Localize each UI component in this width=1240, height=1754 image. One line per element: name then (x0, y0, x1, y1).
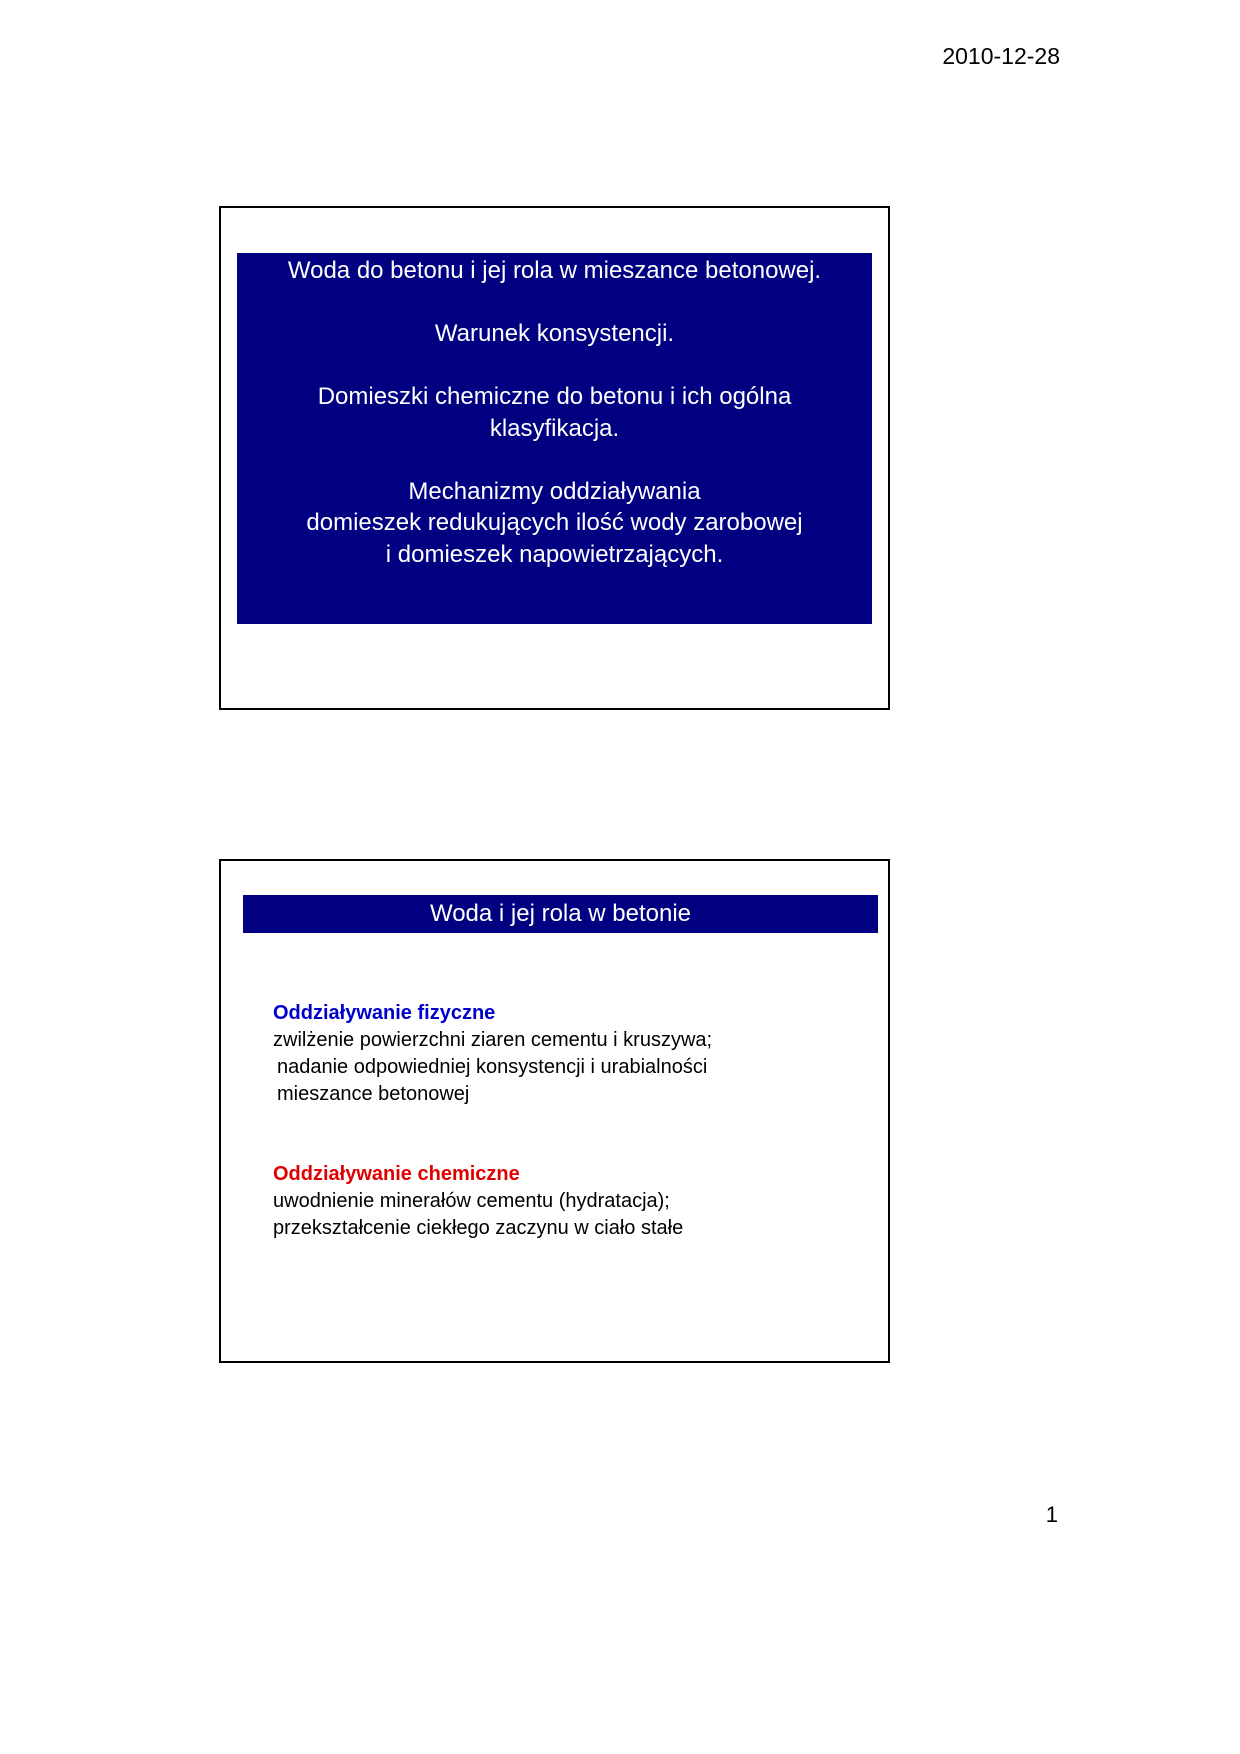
physical-interaction-section (273, 1000, 712, 1108)
slide-1 (219, 206, 890, 710)
title-line: Mechanizmy oddziaływania (408, 477, 701, 505)
title-paragraph (237, 255, 872, 287)
chemical-interaction-line: uwodnienie minerałów cementu (hydratacja); (273, 1190, 670, 1212)
title-line: Woda do betonu i jej rola w mieszance betonowej. (287, 257, 822, 284)
physical-interaction-line: nadanie odpowiedniej konsystencji i urabialności (277, 1056, 708, 1078)
chemical-interaction-heading: Oddziaływanie chemiczne (273, 1163, 520, 1185)
title-line: i domieszek napowietrzających. (385, 540, 724, 568)
physical-interaction-heading: Oddziaływanie fizyczne (273, 1002, 496, 1024)
slide-1-title-block (237, 253, 872, 624)
title-paragraph (237, 476, 872, 571)
slide-2-title: Woda i jej rola w betonie (243, 895, 878, 933)
title-line: domieszek redukujących ilość wody zarobowej (306, 509, 803, 536)
title-line: Warunek konsystencji. (434, 320, 675, 347)
physical-interaction-line: zwilżenie powierzchni ziaren cementu i kruszywa; (273, 1029, 713, 1051)
page-date: 2010-12-28 (942, 43, 1060, 69)
chemical-interaction-section (273, 1161, 683, 1242)
slide-2 (219, 859, 890, 1363)
chemical-interaction-line: przekształcenie ciekłego zaczynu w ciało stałe (273, 1217, 684, 1239)
title-line: klasyfikacja. (489, 414, 620, 442)
title-paragraph (237, 381, 872, 444)
page-number: 1 (1045, 1502, 1058, 1527)
physical-interaction-line: mieszance betonowej (277, 1083, 470, 1105)
title-line: Domieszki chemiczne do betonu i ich ogólna (317, 383, 792, 410)
title-paragraph (237, 318, 872, 350)
